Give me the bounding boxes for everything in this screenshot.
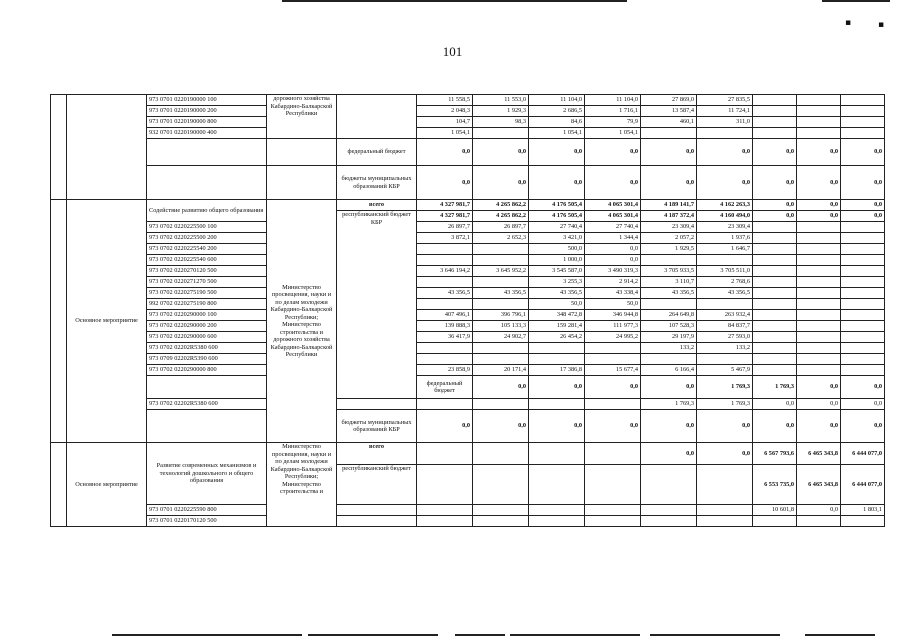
bottom-scan-line xyxy=(455,634,505,636)
budget-code: 973 0709 02202R5390 600 xyxy=(147,354,267,365)
table-row: Основное мероприятие Содействие развитию общего образования Министерство просвещения, науки и по делам молодежи Кабардино-Балкарской Республики; Министерство строительства и дорожного хозяйства Кабардино-Балкарской Республики всего 4 327 981,7 4 265 862,2 4 176 505,4 4 065 301,4 4 189 141,7 4 162 263,3 0,0 0,0 0,0 xyxy=(51,200,885,211)
funding-source: бюджеты муниципальных образований КБР xyxy=(337,166,417,200)
budget-code: 932 0701 0220190000 400 xyxy=(147,128,267,139)
budget-code: 973 0702 0220290000 100 xyxy=(147,310,267,321)
table-row: 973 0702 02202R5380 600 133,2 133,2 xyxy=(51,343,885,354)
table-row: 973 0702 0220271270 500 3 255,3 2 914,2 3 110,7 2 768,6 xyxy=(51,277,885,288)
executor-cell: Министерство просвещения, науки и по делам молодежи Кабардино-Балкарской Республики; Министерство строительства и xyxy=(267,443,337,527)
table-row: 973 0702 0220290000 600 36 417,9 24 902,7 26 454,2 24 995,2 29 197,9 27 593,0 xyxy=(51,332,885,343)
top-scan-line-right xyxy=(822,0,890,2)
budget-code: 973 0701 0220225590 800 xyxy=(147,505,267,516)
bottom-scan-line xyxy=(650,634,780,636)
table-row: 973 0702 0220290000 200 139 888,3 105 133,3 159 281,4 111 977,3 107 528,3 84 837,7 xyxy=(51,321,885,332)
table-row: 992 0702 0220275190 800 50,0 50,0 xyxy=(51,299,885,310)
table-row: 973 0701 0220190000 800 104,7 98,3 84,6 79,9 460,1 311,0 xyxy=(51,117,885,128)
activity-type: Основное мероприятие xyxy=(67,443,147,527)
table-row: 973 0701 0220190000 200 2 048,3 1 929,3 2 686,5 1 716,1 13 587,4 11 724,1 xyxy=(51,106,885,117)
funding-source: республиканский бюджет xyxy=(337,465,417,505)
budget-code: 973 0702 0220290000 200 xyxy=(147,321,267,332)
bottom-scan-line xyxy=(805,634,875,636)
scan-mark: ▪ xyxy=(878,20,885,30)
budget-code: 973 0702 02202R5380 600 xyxy=(147,399,267,410)
funding-source: республиканский бюджет КБР xyxy=(337,211,417,399)
budget-code: 973 0701 0220190000 100 xyxy=(147,95,267,106)
funding-source: бюджеты муниципальных образований КБР xyxy=(337,410,417,443)
budget-code: 973 0702 0220290000 800 xyxy=(147,365,267,376)
budget-code: 973 0702 0220225540 600 xyxy=(147,255,267,266)
activity-name: Содействие развитию общего образования xyxy=(147,200,267,222)
budget-code: 973 0701 0220190000 800 xyxy=(147,117,267,128)
page-number: 101 xyxy=(442,44,463,59)
funding-source: федеральный бюджет xyxy=(337,139,417,166)
budget-code: 973 0701 0220170120 500 xyxy=(147,516,267,527)
table-row: 973 0702 0220290000 100 407 496,1 396 796,1 348 472,8 346 944,8 264 649,8 263 932,4 xyxy=(51,310,885,321)
table-row: республиканский бюджет 6 553 735,0 6 465 343,8 6 444 077,0 xyxy=(51,465,885,505)
table-row: Основное мероприятие Развитие современных механизмов и технологий дошкольного и общего образования Министерство просвещения, науки и по делам молодежи Кабардино-Балкарской Республики; Министерство строительства и всего 0,0 0,0 6 567 793,6 6 465 343,8 6 444 077,0 xyxy=(51,443,885,465)
bottom-scan-line xyxy=(112,634,302,636)
table-row: федеральный бюджет 0,0 0,0 0,0 0,0 0,0 0,0 0,0 0,0 0,0 xyxy=(51,139,885,166)
funding-source: всего xyxy=(337,200,417,211)
budget-table xyxy=(50,94,885,527)
bottom-scan-line xyxy=(510,634,640,636)
table-row: бюджеты муниципальных образований КБР 0,0 0,0 0,0 0,0 0,0 0,0 0,0 0,0 0,0 xyxy=(51,166,885,200)
top-scan-line xyxy=(282,0,627,2)
table-row: 973 0702 02202R5380 600 1 769,3 1 769,3 0,0 0,0 0,0 xyxy=(51,399,885,410)
budget-code: 973 0702 0220225500 200 xyxy=(147,233,267,244)
bottom-scan-line xyxy=(308,634,438,636)
budget-code: 992 0702 0220275190 800 xyxy=(147,299,267,310)
budget-code: 973 0702 0220225500 100 xyxy=(147,222,267,233)
budget-code: 973 0702 0220270120 500 xyxy=(147,266,267,277)
executor-cell: дорожного хозяйства Кабардино-Балкарской Республики xyxy=(267,95,337,139)
table-row: 973 0702 0220270120 500 3 646 194,2 3 645 952,2 3 545 587,0 3 490 319,3 3 705 933,5 3 705 511,0 xyxy=(51,266,885,277)
table-row: бюджеты муниципальных образований КБР 0,0 0,0 0,0 0,0 0,0 0,0 0,0 0,0 0,0 xyxy=(51,410,885,443)
table-row: 973 0702 0220225540 200 500,0 0,0 1 929,5 1 646,7 xyxy=(51,244,885,255)
table-row: федеральный бюджет 0,0 0,0 0,0 0,0 1 769,3 1 769,3 0,0 0,0 xyxy=(51,376,885,399)
scan-mark: ▪ xyxy=(845,18,852,28)
activity-type: Основное мероприятие xyxy=(67,200,147,443)
table-row: 973 0702 0220275190 500 43 356,5 43 356,5 43 356,5 43 338,4 43 356,5 43 356,5 xyxy=(51,288,885,299)
table-row: 973 0702 0220225500 200 3 872,1 2 652,3 3 421,0 1 344,4 2 057,2 1 937,6 xyxy=(51,233,885,244)
budget-code: 973 0702 0220290000 600 xyxy=(147,332,267,343)
budget-code: 973 0701 0220190000 200 xyxy=(147,106,267,117)
activity-name: Развитие современных механизмов и технологий дошкольного и общего образования xyxy=(147,443,267,505)
executor-cell: Министерство просвещения, науки и по делам молодежи Кабардино-Балкарской Республики; Министерство строительства и дорожного хозяйства Кабардино-Балкарской Республики xyxy=(267,200,337,443)
table-row: республиканский бюджет КБР 4 327 981,7 4 265 862,2 4 176 505,4 4 065 301,4 4 187 372,4 4 160 494,0 0,0 0,0 0,0 xyxy=(51,211,885,222)
table-row: 932 0701 0220190000 400 1 054,1 1 054,1 1 054,1 xyxy=(51,128,885,139)
table-row xyxy=(51,516,885,527)
table-row: 973 0702 0220225540 600 1 000,0 0,0 xyxy=(51,255,885,266)
budget-code: 973 0702 0220225540 200 xyxy=(147,244,267,255)
funding-source: федеральный бюджет xyxy=(417,376,473,399)
table-row: 973 0702 0220225500 100 26 897,7 26 897,7 27 740,4 27 740,4 23 309,4 23 309,4 xyxy=(51,222,885,233)
table-row xyxy=(51,354,885,365)
funding-source: всего xyxy=(337,443,417,465)
budget-code: 973 0702 02202R5380 600 xyxy=(147,343,267,354)
table-row: 973 0701 0220225590 800 10 601,8 0,0 1 803,1 xyxy=(51,505,885,516)
budget-code: 973 0702 0220271270 500 xyxy=(147,277,267,288)
table-row: 973 0702 0220290000 800 23 858,9 20 171,4 17 386,8 15 677,4 6 166,4 5 467,9 xyxy=(51,365,885,376)
table-row: 973 0701 0220190000 100 дорожного хозяйства Кабардино-Балкарской Республики 11 558,5 11 553,0 11 104,0 11 104,0 27 869,0 27 835,5 xyxy=(51,95,885,106)
budget-code: 973 0702 0220275190 500 xyxy=(147,288,267,299)
